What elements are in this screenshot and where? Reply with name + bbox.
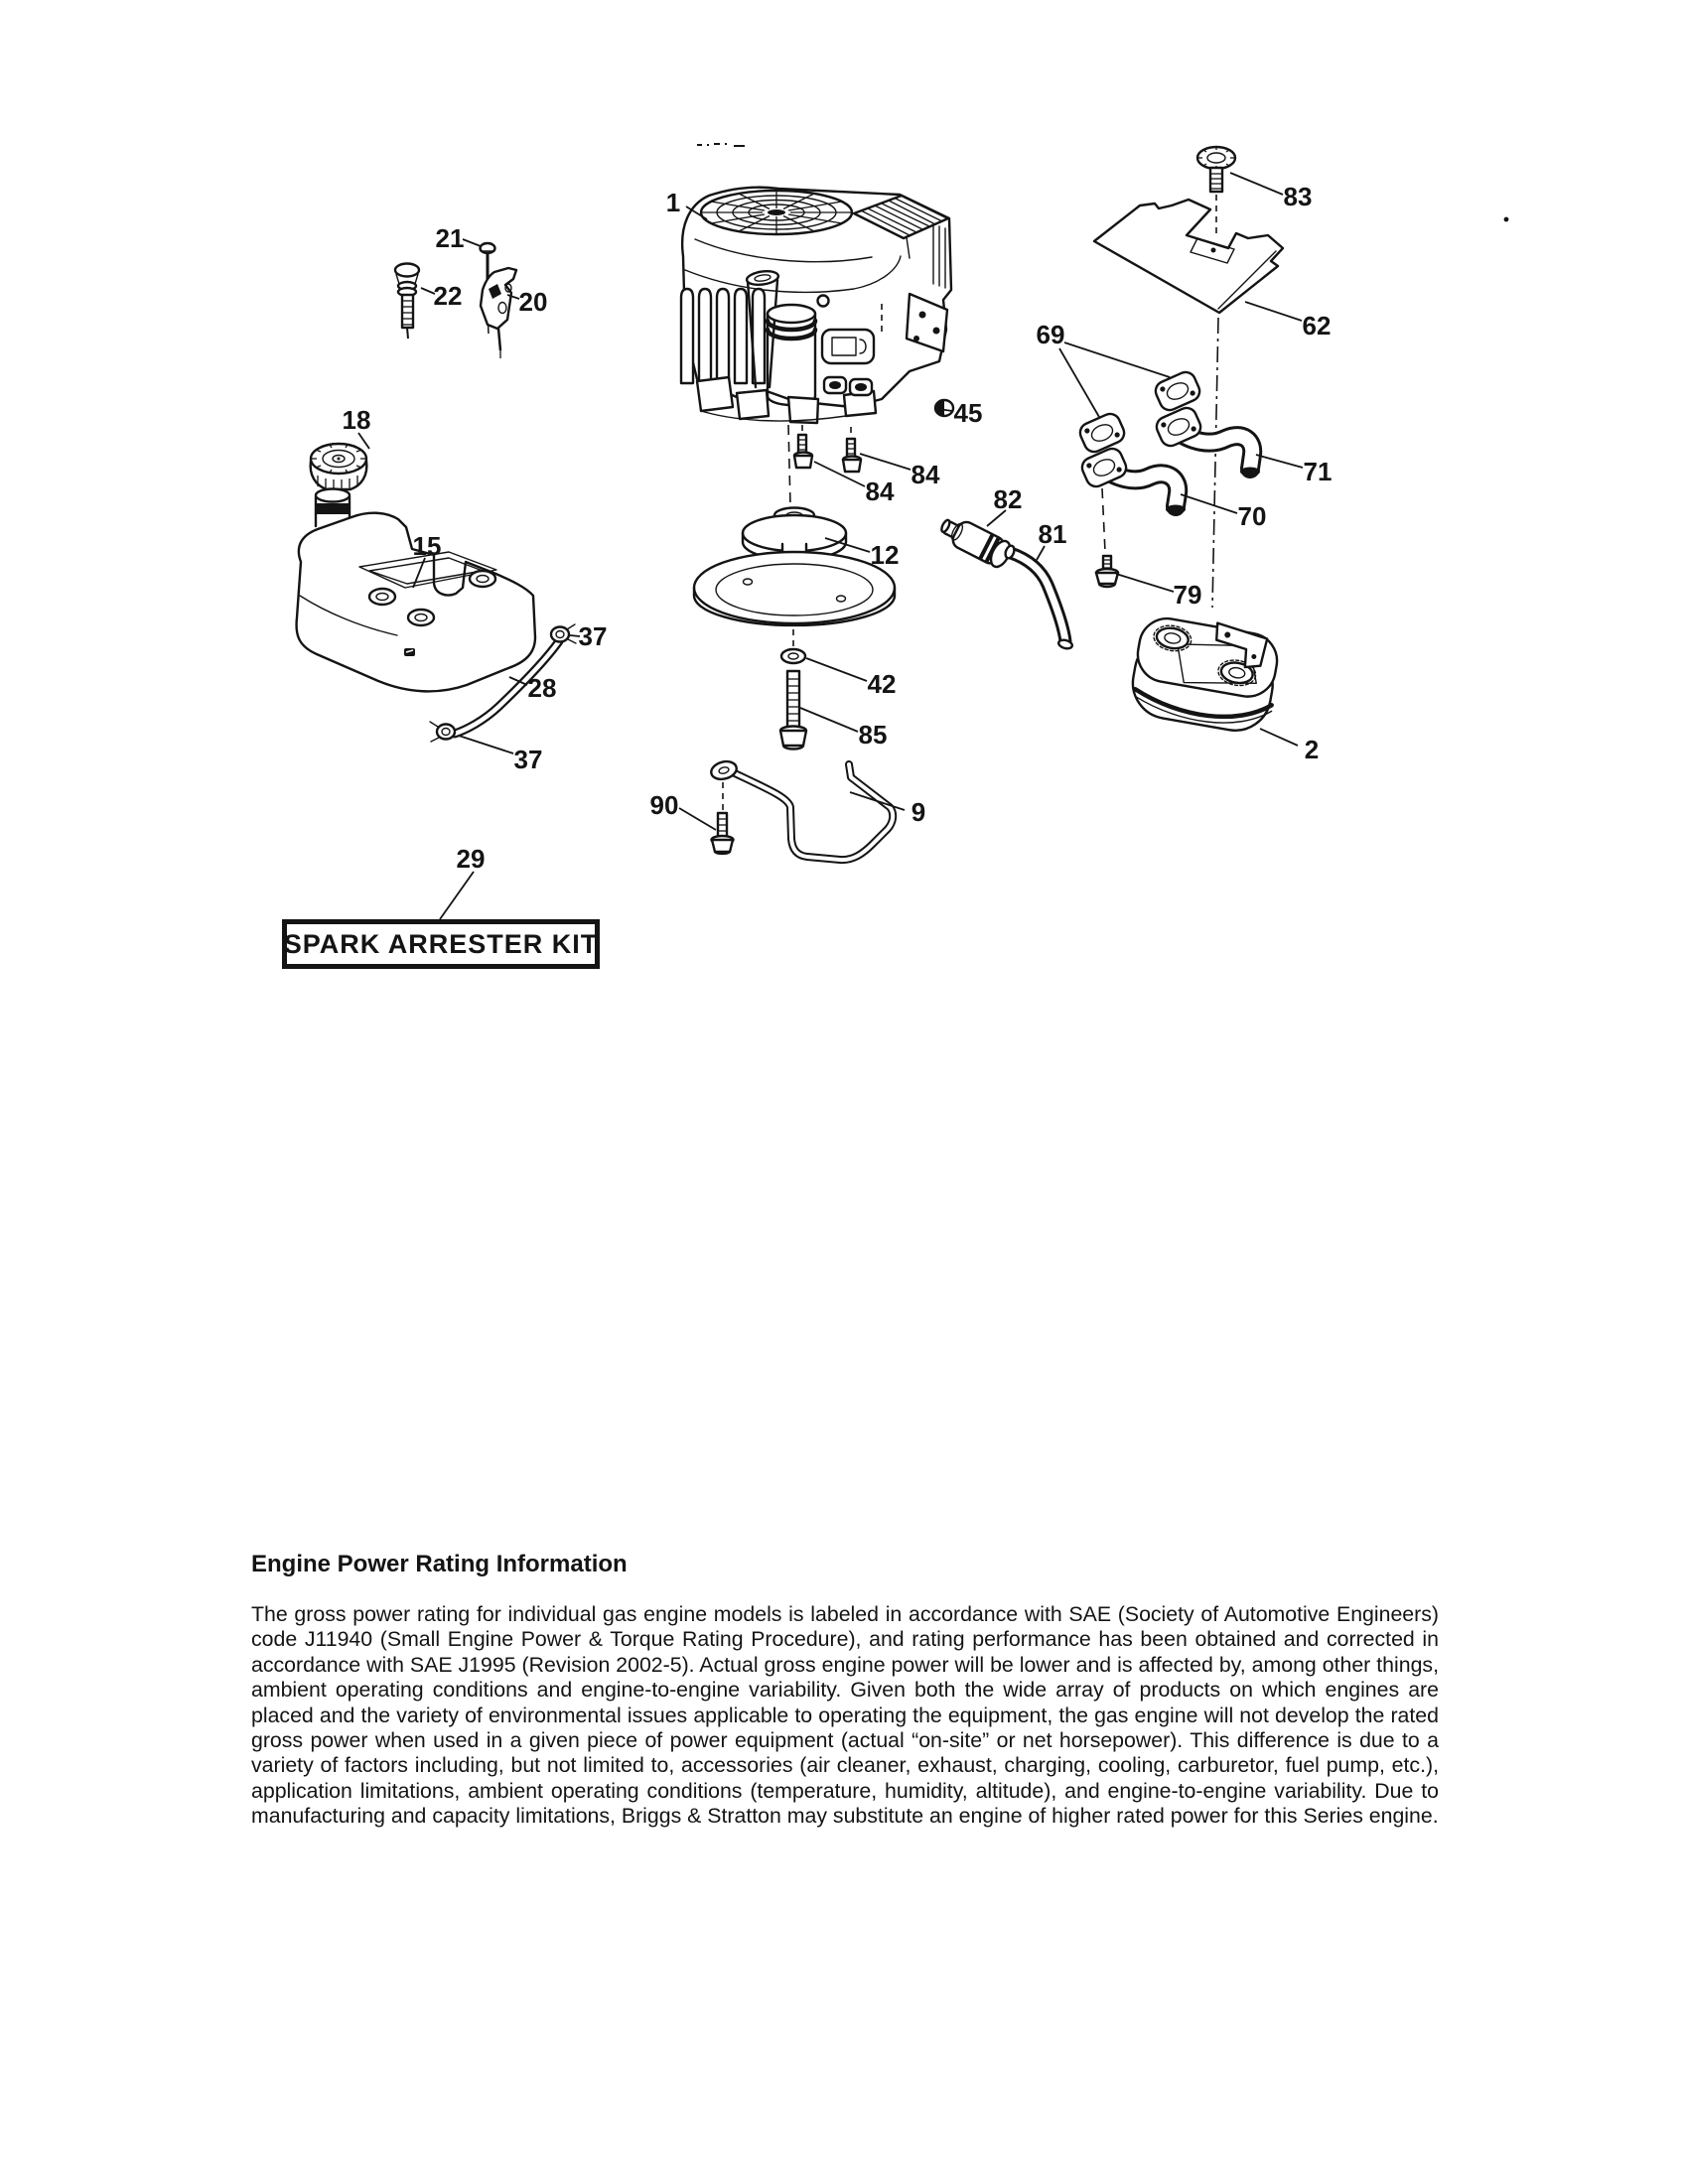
callout-18: 18: [342, 405, 371, 435]
leader-line-79: [1116, 574, 1174, 592]
callout-29: 29: [456, 844, 486, 874]
scan-artifact-dashes: [697, 144, 745, 146]
leader-line-85: [800, 708, 858, 732]
leader-line-21: [463, 239, 481, 246]
carburetor-recess: [822, 330, 874, 363]
shroud-bolt-hole: [818, 296, 829, 307]
engine-mount-bolt-left: [794, 435, 812, 468]
callout-90: 90: [649, 790, 679, 820]
callout-83: 83: [1283, 182, 1313, 211]
callout-15: 15: [412, 531, 442, 561]
plug-45: [935, 400, 953, 416]
engine-power-rating-section: [251, 1551, 1439, 1830]
callout-84-right: 84: [911, 460, 940, 489]
callout-37-upper: 37: [578, 621, 608, 651]
washer-42: [781, 649, 805, 663]
bracket-20: [481, 268, 516, 358]
callout-62: 62: [1302, 311, 1332, 341]
leader-line-69: [1064, 342, 1170, 377]
muffler: [1127, 611, 1285, 737]
bolt-79: [1096, 556, 1118, 587]
callout-69: 69: [1036, 320, 1065, 349]
leader-line-69: [1059, 348, 1099, 417]
hose-clamp-lower: [430, 722, 455, 742]
leader-line-37-lower: [459, 736, 513, 753]
fuel-cap: [311, 444, 367, 489]
leader-line-62: [1245, 302, 1302, 321]
section-heading: Engine Power Rating Information: [251, 1551, 628, 1577]
leader-line-29: [440, 872, 474, 919]
scan-artifact-dot: [1504, 217, 1509, 222]
engine-mount-bolt-right: [843, 439, 861, 472]
callout-45: 45: [953, 398, 983, 428]
callout-9: 9: [911, 797, 926, 827]
leader-line-42: [806, 658, 867, 681]
section-body-text: The gross power rating for individual gas engine models is labeled in accordance with SAE (Society of Automotive Engineers) code J11940 (Small Engine Power & Torque Rating Procedure), and rating performance has been obtained and corrected in accordance with SAE J1995 (Revision 2002-5). Actual gross engine power will be lower and is affected by, among other things, ambient operating conditions and engine-to-engine variability. Given both the wide array of products on which engines are placed and the variety of environmental issues applicable to operating the equipment, the gas engine will not develop the rated gross power when used in a given piece of power equipment (actual “on-site” or net horsepower). This difference is due to a variety of factors including, but not limited to, accessories (air cleaner, exhaust, charging, cooling, carburetor, fuel pump, etc.), application limitations, ambient operating conditions (temperature, humidity, altitude), and engine-to-engine variability. Due to manufacturing and capacity limitations, Briggs & Stratton may substitute an engine of higher rated power for this Series engine.: [251, 1602, 1439, 1829]
wire-form-9: [709, 758, 893, 860]
wire-form-bolt-90: [712, 813, 734, 854]
callout-81: 81: [1038, 519, 1067, 549]
stack-pulley: [694, 508, 895, 625]
callout-70: 70: [1237, 501, 1267, 531]
callout-84-left: 84: [865, 477, 895, 506]
callout-82: 82: [993, 484, 1023, 514]
callout-71: 71: [1303, 457, 1333, 486]
leader-line-2: [1260, 729, 1298, 746]
callout-79: 79: [1173, 580, 1202, 610]
fuel-hose-81: [1004, 545, 1073, 650]
heat-shield-62: [1094, 200, 1283, 313]
callout-28: 28: [527, 673, 557, 703]
leader-line-71: [1256, 455, 1303, 468]
callout-21: 21: [435, 223, 465, 253]
hose-clamp-upper: [551, 624, 576, 643]
spark-arrester-kit-box: [282, 919, 600, 969]
fuel-tank: [297, 489, 535, 692]
callout-2: 2: [1304, 735, 1320, 764]
valve-knob-22: [395, 264, 419, 340]
thumb-screw-83: [1197, 147, 1235, 192]
fuel-filter-82: [936, 512, 1014, 570]
leader-line-90: [679, 808, 716, 830]
leader-line-83: [1230, 173, 1283, 195]
callout-22: 22: [433, 281, 463, 311]
spark-arrester-kit-label: SPARK ARRESTER KIT: [283, 928, 599, 959]
pulley-bolt-85: [780, 671, 806, 750]
engine-exploded-parts-diagram: [0, 0, 1684, 1042]
callout-12: 12: [870, 540, 900, 570]
leader-line-18: [358, 433, 369, 449]
fan-screen: [701, 191, 852, 234]
leader-line-84-right: [860, 454, 911, 470]
callout-1: 1: [665, 188, 681, 217]
callout-37-lower: 37: [513, 745, 543, 774]
callout-42: 42: [867, 669, 897, 699]
callout-85: 85: [858, 720, 888, 750]
engine-illustration: [681, 188, 951, 423]
leader-line-70: [1181, 494, 1237, 513]
callout-20: 20: [518, 287, 548, 317]
